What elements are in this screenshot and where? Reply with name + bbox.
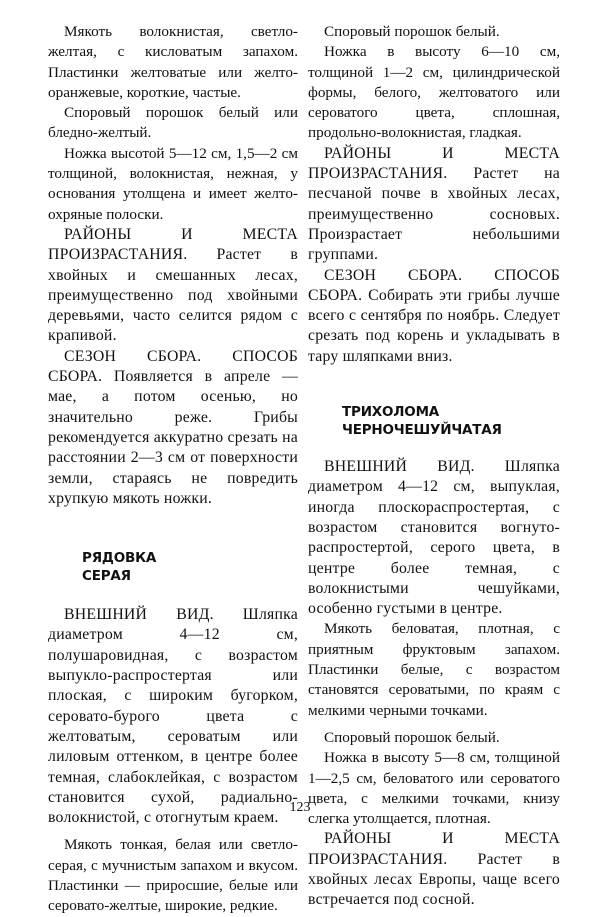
paragraph-flesh-plates: Мякоть беловатая, плотная, с приятным фруктовым запахом. Пластинки белые, с возрастом становятся сероватыми, по краям с мелкими черными точками.: [308, 620, 560, 719]
paragraph-spore-powder: Споровый порошок белый.: [324, 23, 500, 40]
page-number: 123: [289, 800, 311, 815]
heading-line-1: РЯДОВКА: [82, 550, 157, 567]
paragraph-flesh: Мякоть волокнистая, светло-желтая, с кисловатым запахом. Пластинки желтоватые или желто-оранжевые, короткие, частые.: [48, 23, 298, 101]
paragraph-spore-powder: Споровый порошок белый или бледно-желтый.: [48, 104, 298, 142]
section-heading-tricholoma: [308, 403, 560, 439]
heading-line-2: СЕРАЯ: [82, 568, 131, 585]
paragraph-stem: Ножка высотой 5—12 см, 1,5—2 см толщиной, волокнистая, нежная, у основания утолщена и имеет желто-охряные полоски.: [48, 144, 298, 223]
paragraph-spore-powder-2: Споровый порошок белый.: [324, 728, 500, 746]
paragraph-habitat: РАЙОНЫ И МЕСТА ПРОИЗРАСТАНИЯ. Растет в хвойных и смешанных лесах, преимущественно под хвойными деревьями, часто селится рядом с крапивой.: [48, 225, 298, 345]
paragraph-season: СЕЗОН СБОРА. СПОСОБ СБОРА. Появляется в апреле — мае, а потом осенью, но значительно реже. Грибы рекомендуется аккуратно срезать на расстоянии 2—3 см от поверхности земли, стараясь не повредить хрупкую мякоть ножки.: [48, 347, 298, 507]
paragraph-season: СЕЗОН СБОРА. СПОСОБ СБОРА. Собирать эти грибы лучше всего с сентября по ноябрь. Следует срезать под корень и укладывать в тару шляпками вниз.: [308, 266, 560, 365]
paragraph-appearance: ВНЕШНИЙ ВИД. Шляпка диаметром 4—12 см, выпуклая, иногда плоскораспростертая, с возрастом становится вогнуто-распростертой, серого цвета, в центре более темная, с волокнистыми чешуйками, особенно густыми в центре.: [308, 458, 560, 618]
right-column: [308, 22, 560, 911]
paragraph-flesh-plates: Мякоть тонкая, белая или светло-серая, с мучнистым запахом и вкусом. Пластинки — приросшие, белые или серовато-желтые, широкие, редкие.: [48, 836, 298, 915]
heading-line-2: ЧЕРНОЧЕШУЙЧАТАЯ: [342, 422, 502, 439]
paragraph-stem-2: Ножка в высоту 5—8 см, толщиной 1—2,5 см, беловатого или сероватого цвета, с мелкими точками, книзу слегка утолщается, плотная.: [308, 749, 560, 828]
paragraph-stem: Ножка в высоту 6—10 см, толщиной 1—2 см, цилиндрической формы, белого, желтоватого или сероватого цвета, сплошная, продольно-волокнистая, гладкая.: [308, 43, 560, 142]
heading-line-1: ТРИХОЛОМА: [342, 404, 440, 421]
left-column: [48, 22, 298, 917]
paragraph-habitat: РАЙОНЫ И МЕСТА ПРОИЗРАСТАНИЯ. Растет на песчаной почве в хвойных лесах, преимущественно сосновых. Произрастает небольшими группами.: [308, 144, 560, 264]
paragraph-habitat-2: РАЙОНЫ И МЕСТА ПРОИЗРАСТАНИЯ. Растет в хвойных лесах Европы, чаще всего встречается под сосной.: [308, 830, 560, 909]
section-heading-ryadovka: [48, 549, 298, 585]
paragraph-appearance: ВНЕШНИЙ ВИД. Шляпка диаметром 4—12 см, полушаровидная, с возрастом выпукло-распростертая или плоская, с широким бугорком, серовато-бурого цвета с желтоватым, сероватым или лиловым оттенком, в центре более темная, слабоклейкая, с возрастом становится сухой, радиально-волокнистой, с отогнутым краем.: [48, 606, 298, 827]
